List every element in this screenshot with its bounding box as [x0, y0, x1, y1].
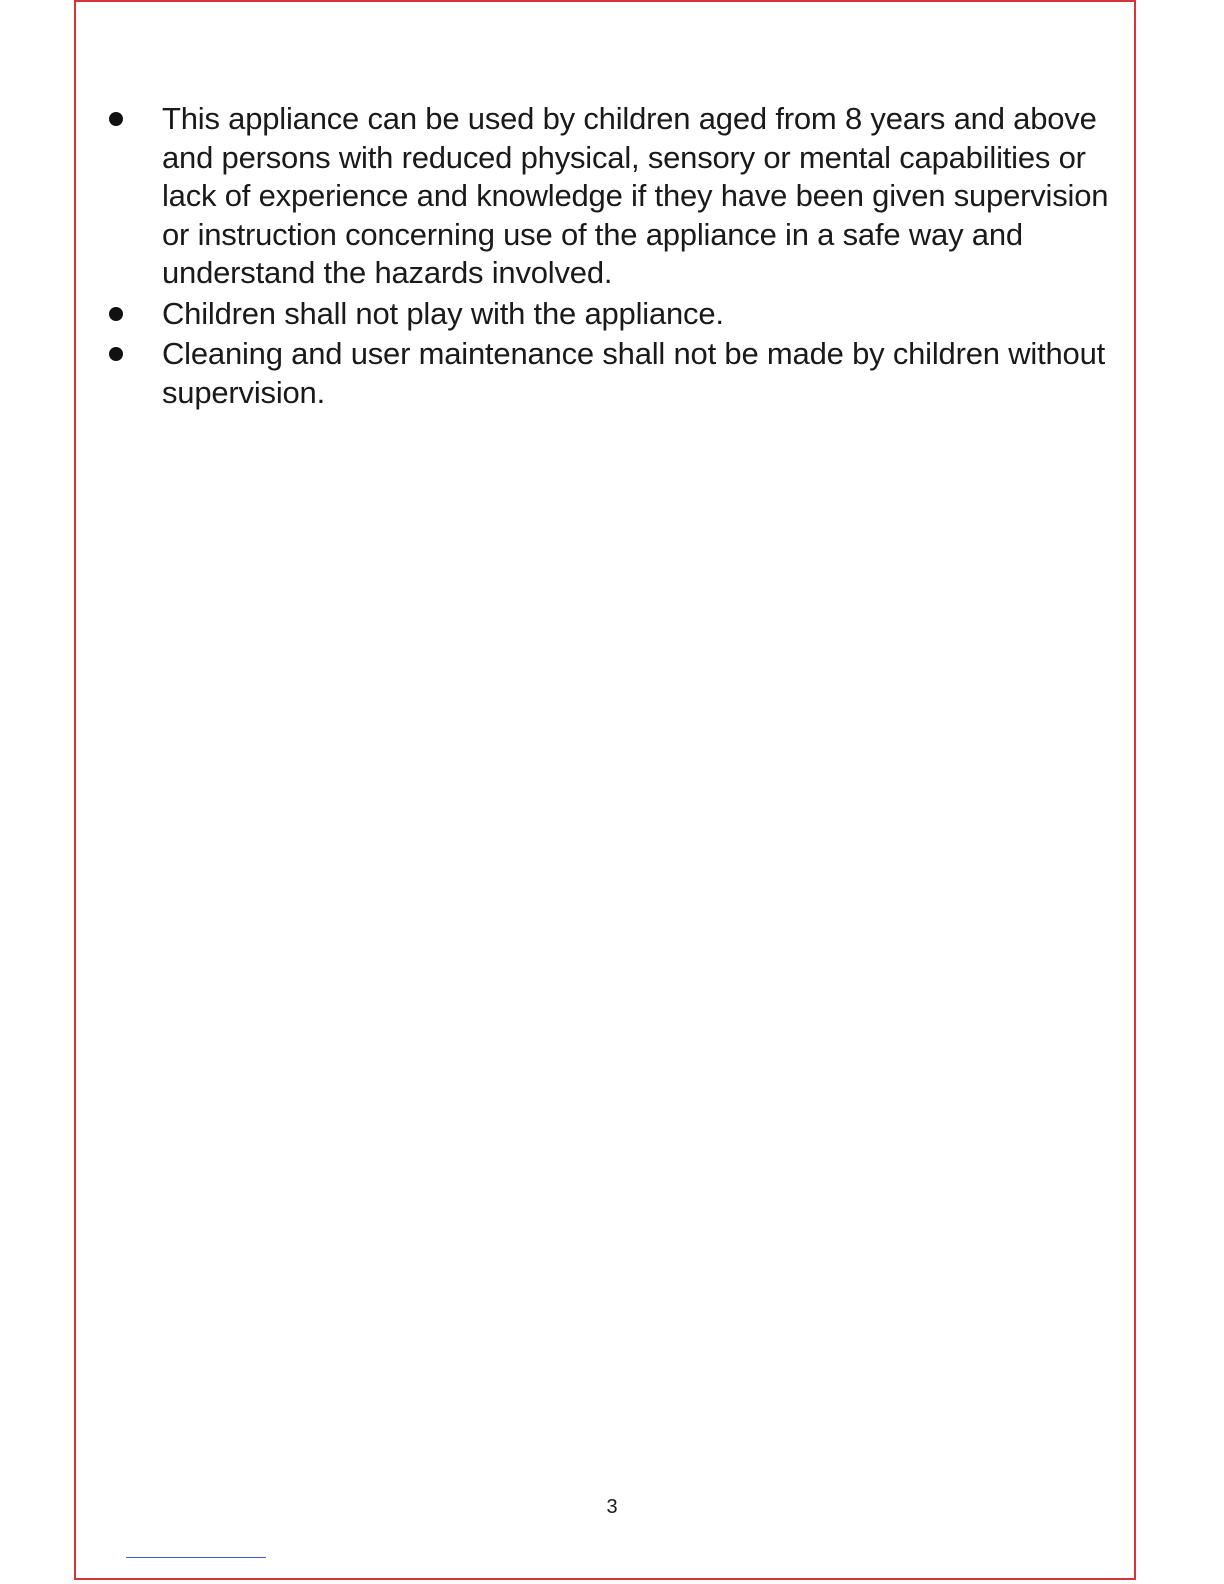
- list-item-text: Cleaning and user maintenance shall not be made by children without supervision.: [162, 336, 1106, 410]
- bullet-icon: [109, 112, 123, 126]
- safety-instructions-list: [104, 100, 1114, 414]
- bullet-icon: [109, 307, 123, 321]
- bullet-icon: [109, 347, 123, 361]
- list-item-text: This appliance can be used by children aged from 8 years and above and persons with reduced physical, sensory or mental capabilities or lack of experience and knowledge if they have been given supervision or instruction concerning use of the appliance in a safe way and understand the hazards involved.: [162, 101, 1109, 290]
- list-item: [104, 100, 1114, 293]
- list-item: [104, 335, 1114, 412]
- page-number: 3: [606, 1496, 618, 1518]
- footnote-divider: [126, 1557, 266, 1558]
- list-item-text: Children shall not play with the appliance.: [162, 295, 724, 331]
- list-item: [104, 295, 1114, 334]
